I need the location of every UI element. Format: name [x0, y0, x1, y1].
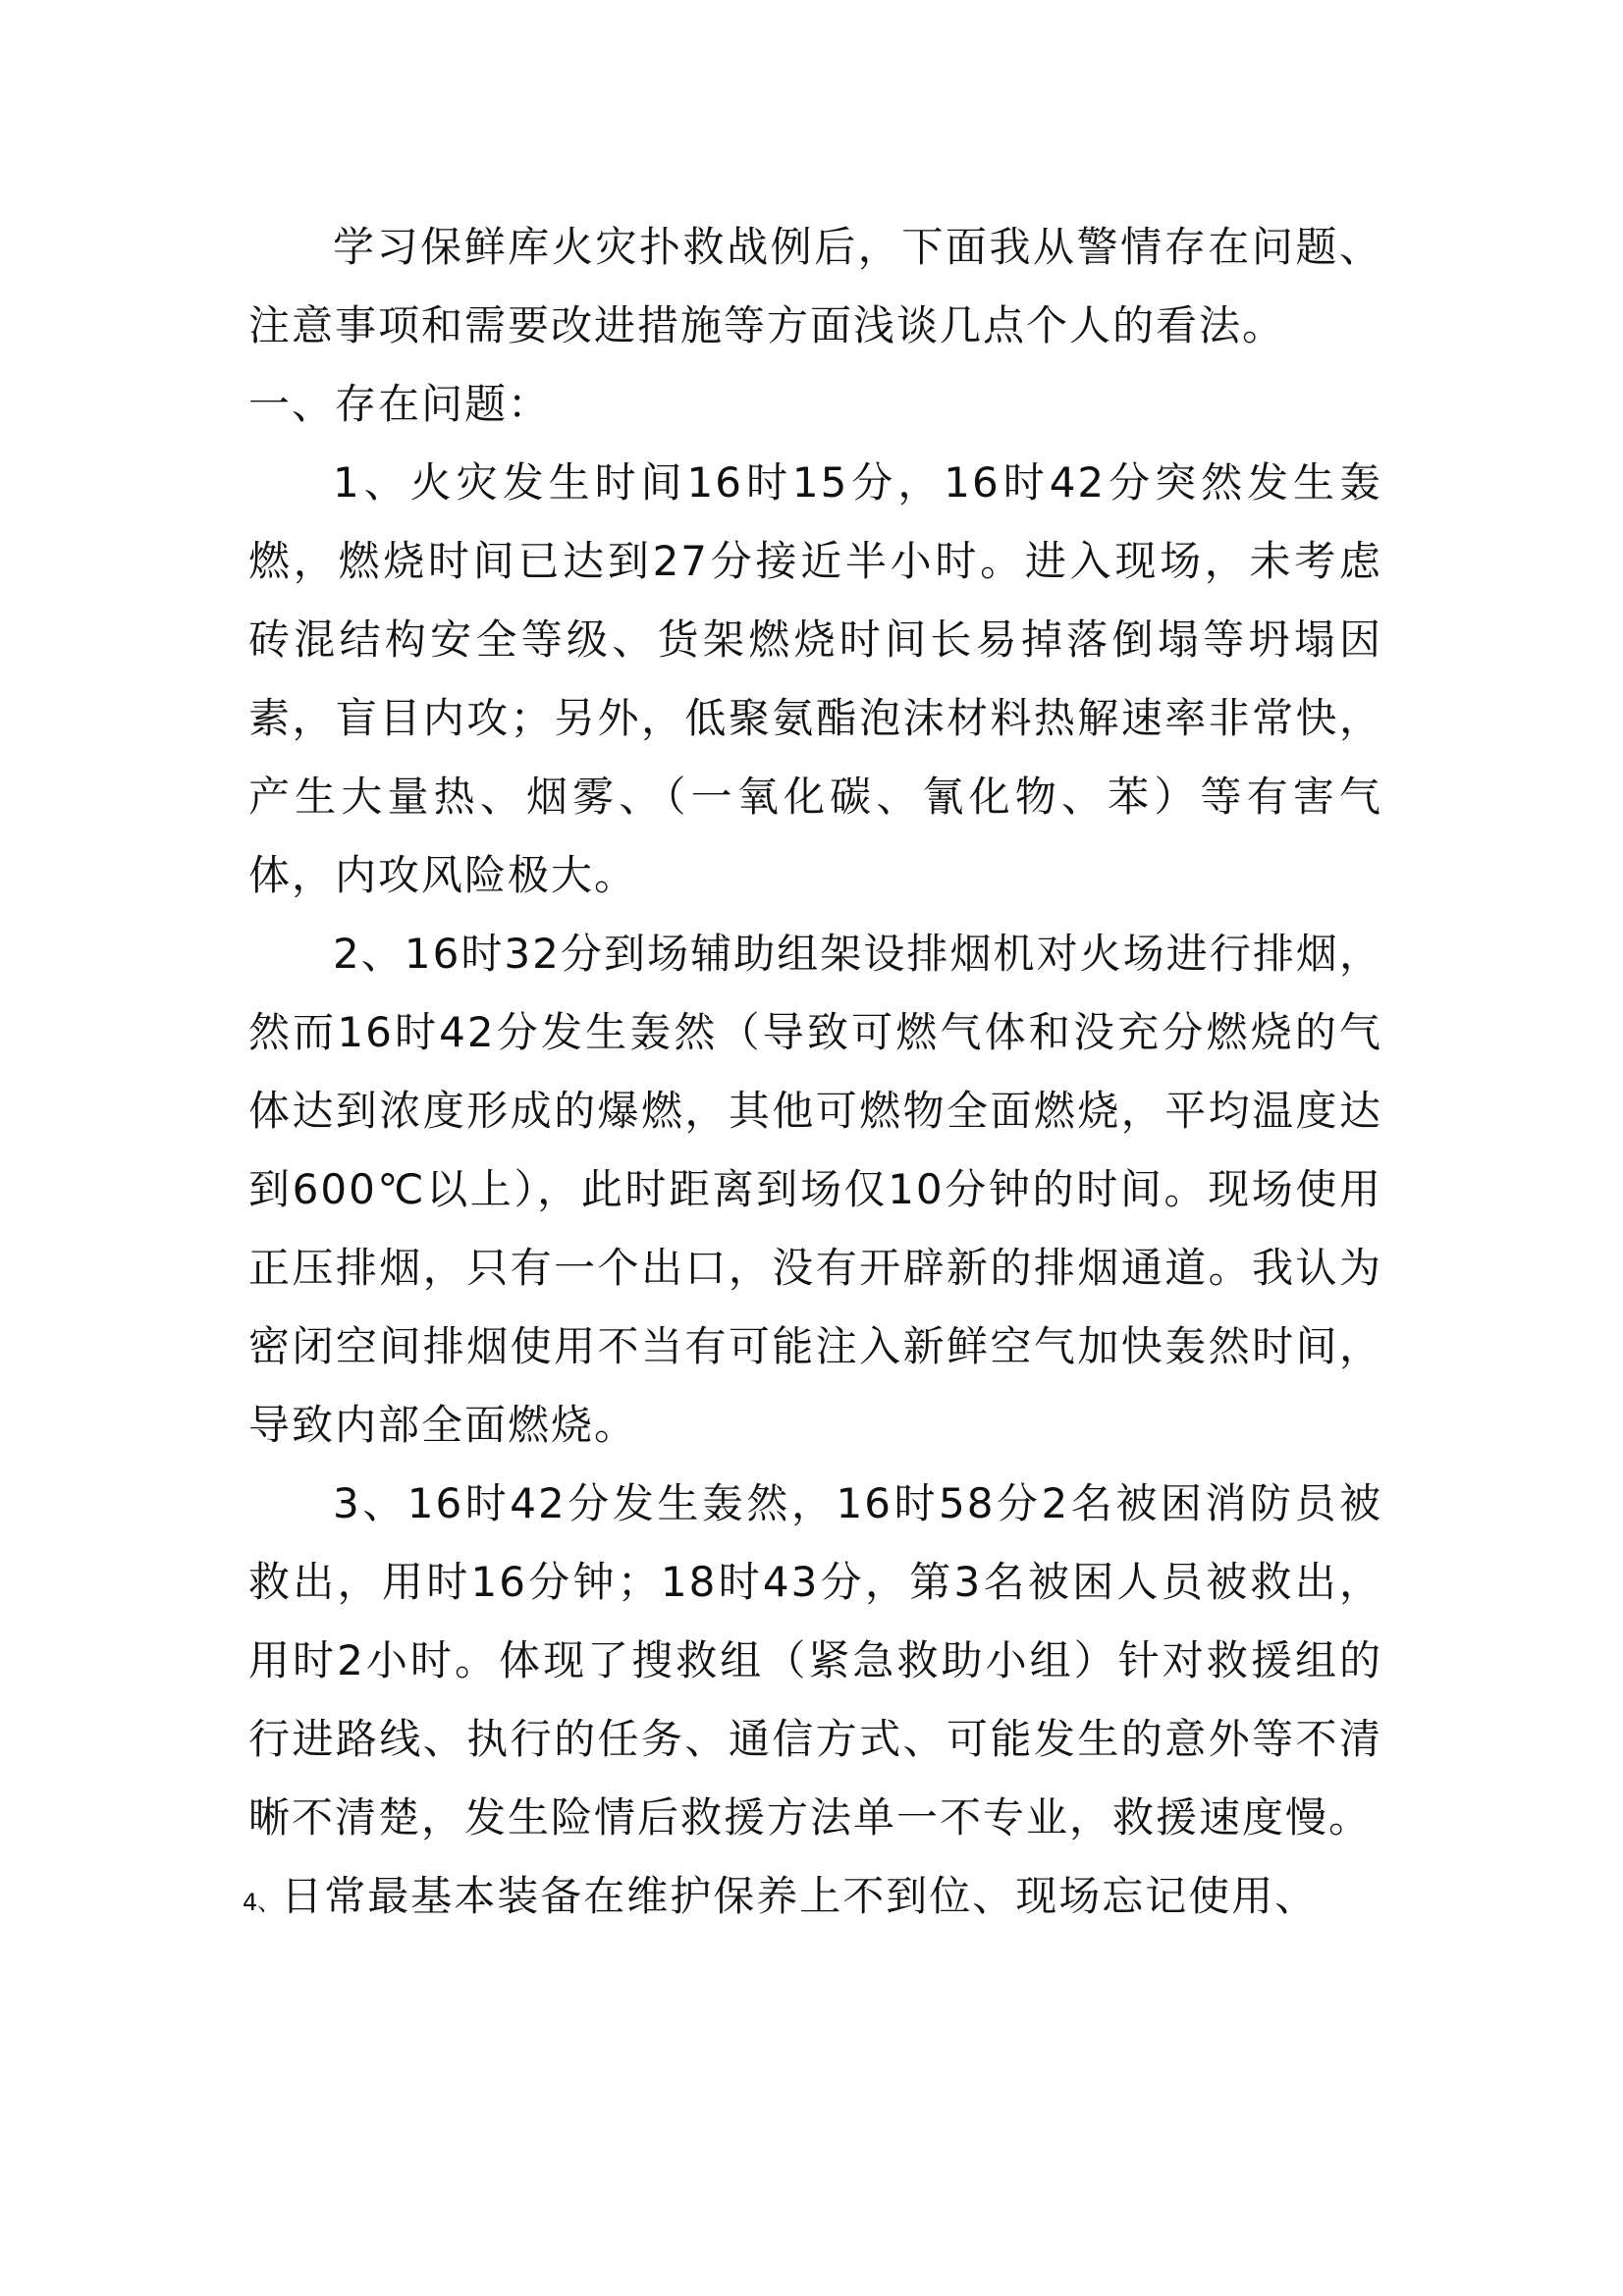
problem-item-3: 3、16时42分发生轰然，16时58分2名被困消防员被救出，用时16分钟；18时43分，第3名被困人员被救出，用时2小时。体现了搜救组（紧急救助小组）针对救援组的行进路线、执行的任务、通信方式、可能发生的意外等不清晰不清楚，发生险情后救援方法单一不专业，救援速度慢。: [248, 1479, 1382, 1842]
section-heading-problems: 一、存在问题：: [248, 380, 552, 428]
problem-item-4: [243, 1857, 1382, 1942]
problem-item-2: 2、16时32分到场辅助组架设排烟机对火场进行排烟，然而16时42分发生轰然（导致可燃气体和没充分燃烧的气体达到浓度形成的爆燃，其他可燃物全面燃烧，平均温度达到600℃以上），此时距离到场仅10分钟的时间。现场使用正压排烟，只有一个出口，没有开辟新的排烟通道。我认为密闭空间排烟使用不当有可能注入新鲜空气加快轰然时间，导致内部全面燃烧。: [248, 930, 1382, 1449]
intro-paragraph: 学习保鲜库火灾扑救战例后，下面我从警情存在问题、注意事项和需要改进措施等方面浅谈几点个人的看法。: [248, 223, 1382, 349]
problem-item-4-text: 日常最基本装备在维护保养上不到位、现场忘记使用、: [281, 1872, 1319, 1920]
problem-item-1: 1、火灾发生时间16时15分，16时42分突然发生轰燃，燃烧时间已达到27分接近半小时。进入现场，未考虑砖混结构安全等级、货架燃烧时间长易掉落倒塌等坍塌因素，盲目内攻；另外，低聚氨酯泡沫材料热解速率非常快，产生大量热、烟雾、（一氧化碳、氰化物、苯）等有害气体，内攻风险极大。: [248, 458, 1382, 899]
document-body: [243, 208, 1382, 1942]
problem-item-4-number: 4、: [243, 1889, 282, 1916]
